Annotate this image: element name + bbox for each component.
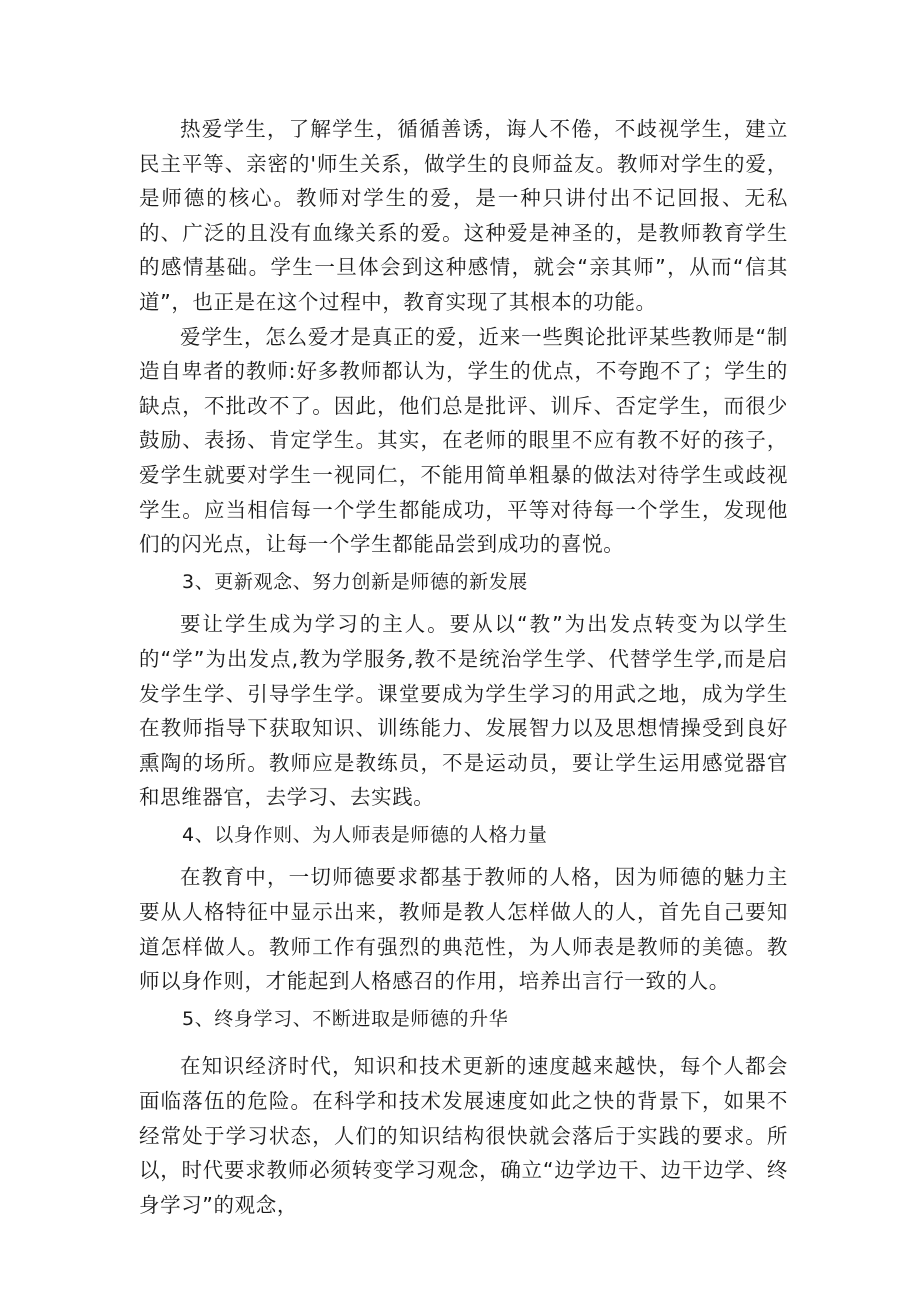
section-heading-4: 4、以身作则、为人师表是师德的人格力量: [182, 823, 548, 846]
paragraph-update-concepts: 要让学生成为学习的主人。要从以“教”为出发点转变为以学生的“学”为出发点,教为学服务,教不是统治学生学、代替学生学,而是启发学生学、引导学生学。课堂要成为学生学习的用武之地，成为学生在教师指导下获取知识、训练能力、发展智力以及思想情操受到良好熏陶的场所。教师应是教练员，不是运动员，要让学生运用感觉器官和思维器官，去学习、去实践。: [139, 612, 788, 810]
paragraph-lifelong-learning: 在知识经济时代，知识和技术更新的速度越来越快，每个人都会面临落伍的危险。在科学和技术发展速度如此之快的背景下，如果不经常处于学习状态，人们的知识结构很快就会落后于实践的要求。所以，时代要求教师必须转变学习观念，确立“边学边干、边干边学、终身学习”的观念，: [139, 1054, 788, 1217]
paragraph-how-to-love: 爱学生，怎么爱才是真正的爱，近来一些舆论批评某些教师是“制造自卑者的教师:好多教师都认为，学生的优点，不夸跑不了；学生的缺点，不批改不了。因此，他们总是批评、训斥、否定学生，而很少鼓励、表扬、肯定学生。其实，在老师的眼里不应有教不好的孩子，爱学生就要对学生一视同仁，不能用简单粗暴的做法对待学生或歧视学生。应当相信每一个学生都能成功，平等对待每一个学生，发现他们的闪光点，让每一个学生都能品尝到成功的喜悦。: [139, 324, 788, 557]
paragraph-love-students: 热爱学生，了解学生，循循善诱，诲人不倦，不歧视学生，建立民主平等、亲密的'师生关系，做学生的良师益友。教师对学生的爱，是师德的核心。教师对学生的爱，是一种只讲付出不记回报、无私的、广泛的且没有血缘关系的爱。这种爱是神圣的，是教师教育学生的感情基础。学生一旦体会到这种感情，就会“亲其师”，从而“信其道”，也正是在这个过程中，教育实现了其根本的功能。: [139, 117, 788, 314]
section-heading-5: 5、终身学习、不断进取是师德的升华: [182, 1007, 509, 1030]
section-heading-3: 3、更新观念、努力创新是师德的新发展: [182, 570, 528, 593]
paragraph-personality: 在教育中，一切师德要求都基于教师的人格，因为师德的魅力主要从人格特征中显示出来，教师是教人怎样做人的人，首先自己要知道怎样做人。教师工作有强烈的典范性，为人师表是教师的美德。教师以身作则，才能起到人格感召的作用，培养出言行一致的人。: [139, 865, 788, 994]
